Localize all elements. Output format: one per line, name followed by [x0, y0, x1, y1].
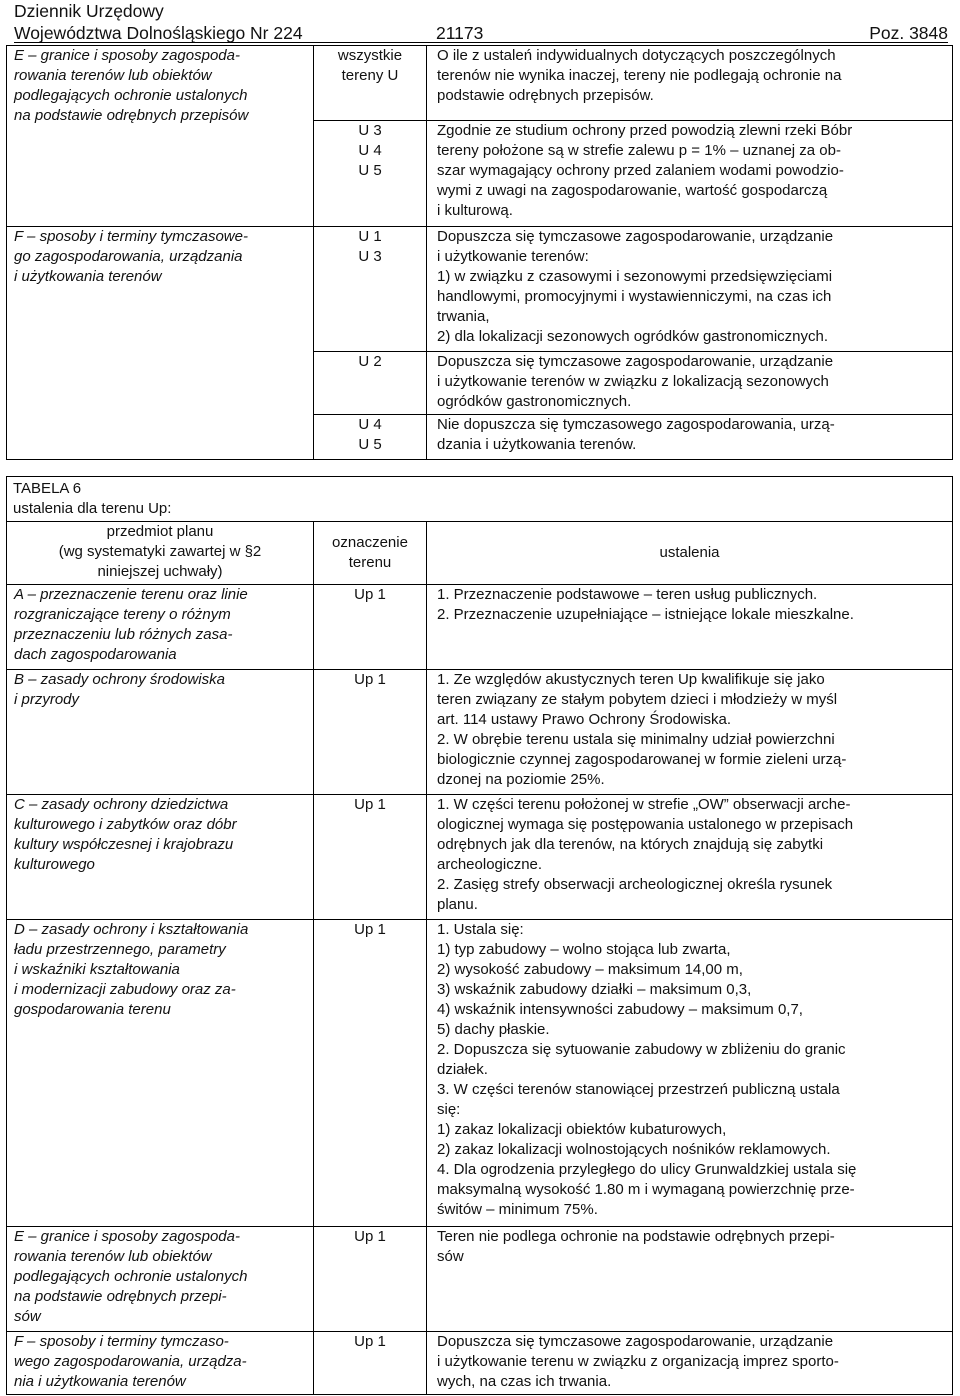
subject-line: i modernizacji zabudowy oraz za- [14, 981, 236, 998]
code-cell: Up 1 [314, 1332, 427, 1395]
rule-line: 1) zakaz lokalizacji obiektów kubaturowych, [437, 1121, 727, 1138]
table-row [7, 585, 953, 670]
code-cell [314, 415, 427, 460]
header-line: przedmiot planu [106, 523, 214, 540]
rule-line: 1) w związku z czasowymi i sezonowymi przedsięwzięciami [437, 268, 833, 285]
code-line: U 5 [358, 436, 382, 453]
subject-line: rowania terenów lub obiektów [14, 67, 212, 84]
rule-line: działek. [437, 1061, 488, 1078]
subject-line: sów [14, 1308, 41, 1325]
rule-line: 2. Przeznaczenie uzupełniające – istniejące lokale mieszkalne. [437, 606, 854, 623]
rule-line: 3) wskaźnik zabudowy działki – maksimum 0,3, [437, 981, 752, 998]
rule-line: dzania i użytkowania terenów. [437, 436, 637, 453]
subject-line: nia i użytkowania terenów [14, 1373, 186, 1390]
rule-line: się: [437, 1101, 461, 1118]
rule-cell [427, 121, 953, 227]
rule-line: odrębnych jak dla terenów, na których znajdują się zabytki [437, 836, 824, 853]
rule-cell [427, 670, 953, 795]
subject-line: kultury współczesnej i krajobrazu [14, 836, 234, 853]
rule-line: 5) dachy płaskie. [437, 1021, 550, 1038]
header-line: terenu [348, 554, 392, 571]
rule-line: biologicznie czynnej zagospodarowanej w formie zieleni urzą- [437, 751, 847, 768]
table-row [7, 46, 953, 121]
subject-line: przeznaczeniu lub różnych zasa- [14, 626, 233, 643]
rule-line: i kulturową. [437, 202, 513, 220]
rule-line: 1. Ustala się: [437, 921, 524, 938]
header-line: oznaczenie [332, 534, 408, 551]
subject-cell [7, 227, 314, 460]
code-cell [314, 227, 427, 352]
code-line: U 3 [358, 122, 382, 140]
subject-line: A – przeznaczenie terenu oraz linie [14, 586, 248, 603]
rule-line: O ile z ustaleń indywidualnych dotyczących poszczególnych [437, 47, 836, 64]
subject-line: na podstawie odrębnych przepi- [14, 1288, 227, 1305]
subject-line: podlegających ochronie ustalonych [14, 87, 248, 104]
rule-line: podstawie odrębnych przepisów. [437, 87, 654, 104]
page-header [14, 0, 948, 44]
continued-table [6, 45, 953, 460]
rule-line: 3. W części terenów stanowiącej przestrzeń publiczną ustala [437, 1081, 840, 1098]
code-cell: Up 1 [314, 585, 427, 670]
header-subject [7, 522, 314, 585]
subject-line: F – sposoby i terminy tymczasowe- [14, 228, 248, 245]
rule-line: wymi z uwagi na zagospodarowanie, wartość gospodarczą [437, 182, 828, 200]
rule-line: teren związany ze stałym pobytem dzieci i młodzieży w myśl [437, 691, 838, 708]
code-line: U 4 [358, 142, 382, 160]
table-caption: TABELA 6 [13, 480, 82, 497]
rule-cell [427, 585, 953, 670]
rule-line: sów [437, 1248, 464, 1265]
rule-line: i użytkowanie terenów w związku z lokalizacją sezonowych [437, 373, 829, 390]
subject-line: ładu przestrzennego, parametry [14, 941, 226, 958]
rule-line: art. 114 ustawy Prawo Ochrony Środowiska. [437, 711, 732, 728]
rule-line: handlowymi, promocyjnymi i wystawienniczymi, na czas ich [437, 288, 832, 305]
subject-line: C – zasady ochrony dziedzictwa [14, 796, 229, 813]
subject-line: go zagospodarowania, urządzania [14, 248, 243, 265]
header-line: (wg systematyki zawartej w §2 [58, 543, 262, 560]
rule-cell [427, 920, 953, 1227]
subject-line: i wskaźniki kształtowania [14, 961, 180, 978]
rule-line: 2. Zasięg strefy obserwacji archeologicznej określa rysunek [437, 876, 833, 893]
rule-line: ogródków gastronomicznych. [437, 393, 632, 410]
code-line: U 3 [358, 248, 382, 265]
rule-cell [427, 1332, 953, 1395]
code-cell [314, 352, 427, 415]
position-number: Poz. 3848 [869, 23, 948, 43]
rule-line: Nie dopuszcza się tymczasowego zagospodarowania, urzą- [437, 416, 835, 433]
rule-cell [427, 1227, 953, 1332]
rule-cell [427, 352, 953, 415]
journal-region: Województwa Dolnośląskiego Nr 224 [14, 23, 303, 43]
subject-line: na podstawie odrębnych przepisów [14, 107, 249, 124]
code-line: wszystkie [337, 47, 403, 64]
rule-line: 1. Ze względów akustycznych teren Up kwalifikuje się jako [437, 671, 825, 688]
subject-cell [7, 46, 314, 227]
rule-line: wych, na czas ich trwania. [437, 1373, 612, 1390]
subject-line: rowania terenów lub obiektów [14, 1248, 212, 1265]
subject-line: gospodarowania terenu [14, 1001, 171, 1018]
subject-line: B – zasady ochrony środowiska [14, 671, 225, 688]
table-caption-cell [7, 477, 953, 522]
rule-line: terenów nie wynika inaczej, tereny nie podlegają ochronie na [437, 67, 842, 84]
code-cell [314, 46, 427, 121]
rule-line: i użytkowanie terenów: [437, 248, 589, 265]
rule-line: i użytkowanie terenu w związku z organizacją imprez sporto- [437, 1353, 839, 1370]
rule-line: Teren nie podlega ochronie na podstawie odrębnych przepi- [437, 1228, 835, 1245]
rule-line: 1) typ zabudowy – wolno stojąca lub zwarta, [437, 941, 731, 958]
rule-line: świtów – minimum 75%. [437, 1201, 598, 1218]
rule-line: 4. Dla ogrodzenia przyległego do ulicy Grunwaldzkiej ustala się [437, 1161, 857, 1178]
code-cell: Up 1 [314, 795, 427, 920]
table-subtitle: ustalenia dla terenu Up: [13, 500, 172, 517]
subject-cell [7, 1227, 314, 1332]
rule-line: 2) wysokość zabudowy – maksimum 14,00 m, [437, 961, 743, 978]
rule-line: 2) zakaz lokalizacji wolnostojących nośników reklamowych. [437, 1141, 831, 1158]
code-cell [314, 121, 427, 227]
rule-cell [427, 415, 953, 460]
subject-line: wego zagospodarowania, urządza- [14, 1353, 247, 1370]
rule-line: trwania, [437, 308, 490, 325]
header-rules [427, 522, 953, 585]
rule-line: Zgodnie ze studium ochrony przed powodzią zlewni rzeki Bóbr [437, 122, 853, 140]
rule-line: 4) wskaźnik intensywności zabudowy – maksimum 0,7, [437, 1001, 803, 1018]
subject-cell [7, 795, 314, 920]
table-row [7, 1227, 953, 1332]
code-cell: Up 1 [314, 920, 427, 1227]
rule-line: Dopuszcza się tymczasowe zagospodarowanie, urządzanie [437, 353, 834, 370]
rule-line: 2. Dopuszcza się sytuowanie zabudowy w zbliżeniu do granic [437, 1041, 846, 1058]
rule-line: archeologiczne. [437, 856, 543, 873]
rule-cell [427, 227, 953, 352]
subject-line: dach zagospodarowania [14, 646, 177, 663]
code-line: U 4 [358, 416, 382, 433]
table-row [7, 920, 953, 1227]
subject-line: E – granice i sposoby zagospoda- [14, 47, 240, 64]
rule-line: maksymalną wysokość 1.80 m i wymaganą powierzchnię prze- [437, 1181, 855, 1198]
code-line: tereny U [341, 67, 399, 84]
code-line: U 2 [358, 353, 382, 370]
header-line: niniejszej uchwały) [97, 563, 223, 580]
subject-line: kulturowego [14, 856, 95, 873]
header-code [314, 522, 427, 585]
rule-cell [427, 46, 953, 121]
rule-line: tereny położone są w strefie zalewu p = 1% – uznanej za ob- [437, 142, 841, 160]
rule-line: ologicznej wymaga się postępowania ustalonego w przepisach [437, 816, 854, 833]
subject-line: podlegających ochronie ustalonych [14, 1268, 248, 1285]
code-line: U 1 [358, 228, 382, 245]
subject-line: i przyrody [14, 691, 80, 708]
header-line: ustalenia [659, 544, 720, 561]
subject-line: E – granice i sposoby zagospoda- [14, 1228, 240, 1245]
subject-line: kulturowego i zabytków oraz dóbr [14, 816, 237, 833]
page-number: 21173 [436, 23, 484, 43]
table-6 [6, 476, 953, 1395]
rule-line: 1. Przeznaczenie podstawowe – teren usług publicznych. [437, 586, 818, 603]
table-row [7, 670, 953, 795]
table-row [7, 1332, 953, 1395]
subject-cell [7, 920, 314, 1227]
rule-line: 1. W części terenu położonej w strefie „OW” obserwacji arche- [437, 796, 851, 813]
rule-line: 2. W obrębie terenu ustala się minimalny udział powierzchni [437, 731, 835, 748]
table-row [7, 795, 953, 920]
subject-cell [7, 1332, 314, 1395]
rule-line: dzonej na poziomie 25%. [437, 771, 605, 788]
subject-line: rozgraniczające tereny o różnym [14, 606, 231, 623]
rule-line: planu. [437, 896, 478, 913]
rule-line: 2) dla lokalizacji sezonowych ogródków gastronomicznych. [437, 328, 829, 345]
table-caption-row [7, 477, 953, 522]
table-header-row [7, 522, 953, 585]
rule-line: szar wymagający ochrony przed zalaniem wodami powodzio- [437, 162, 844, 180]
code-line: U 5 [358, 162, 382, 180]
subject-cell [7, 585, 314, 670]
journal-title: Dziennik Urzędowy [14, 1, 164, 21]
subject-line: F – sposoby i terminy tymczaso- [14, 1333, 229, 1350]
code-cell: Up 1 [314, 670, 427, 795]
subject-cell [7, 670, 314, 795]
code-cell: Up 1 [314, 1227, 427, 1332]
table-row [7, 227, 953, 352]
rule-cell [427, 795, 953, 920]
subject-line: D – zasady ochrony i kształtowania [14, 921, 249, 938]
subject-line: i użytkowania terenów [14, 268, 162, 285]
header-rule [14, 42, 948, 43]
rule-line: Dopuszcza się tymczasowe zagospodarowanie, urządzanie [437, 1333, 834, 1350]
rule-line: Dopuszcza się tymczasowe zagospodarowanie, urządzanie [437, 228, 834, 245]
